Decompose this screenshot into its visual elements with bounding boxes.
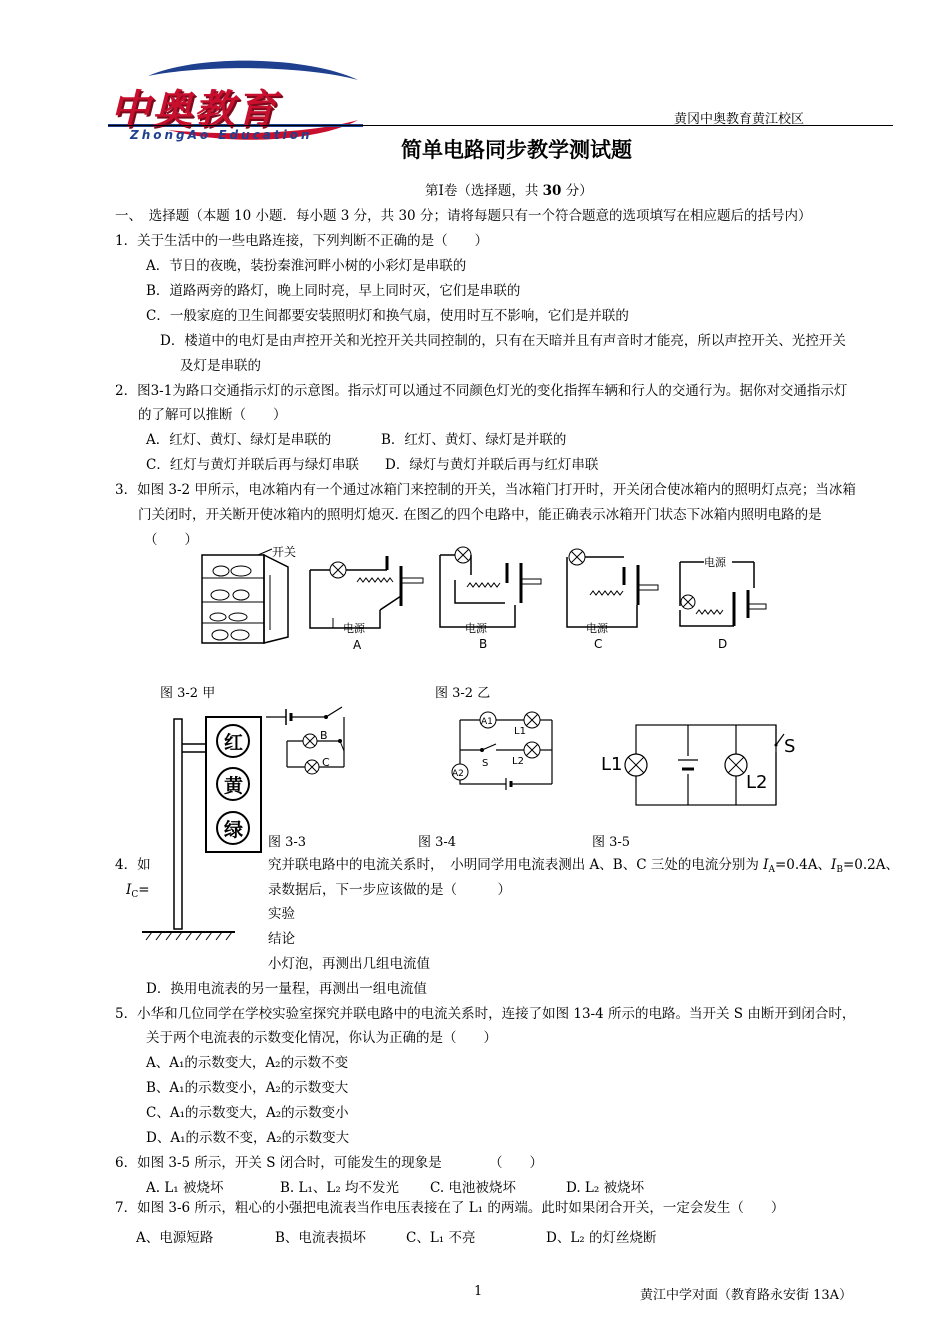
q4-option-b: 结论 xyxy=(268,931,295,947)
fig33-lamp-c: C xyxy=(322,756,330,769)
section-instruction: 一、 选择题（本题 10 小题．每小题 3 分，共 30 分；请将每题只有一个符合题意的选项填写在相应题后的括号内） xyxy=(115,208,812,224)
q5-option-d: D、A₁的示数不变，A₂的示数变大 xyxy=(146,1130,350,1146)
option-d-label: D xyxy=(718,637,728,651)
fig34-circuit xyxy=(446,706,558,796)
q7-option-a: A、电源短路 xyxy=(136,1230,214,1246)
q6-option-b: B. L₁、L₂ 均不发光 xyxy=(280,1180,400,1196)
q1-stem: 1．关于生活中的一些电路连接，下列判断不正确的是（ ） xyxy=(115,233,489,249)
q5-stem-cont: 关于两个电流表的示数变化情况，你认为正确的是（ ） xyxy=(146,1030,497,1046)
q4-stem-cont: 录数据后，下一步应该做的是（ ） xyxy=(268,882,511,898)
fig34-l1: L1 xyxy=(514,726,526,737)
q4-option-a: 实验 xyxy=(268,906,295,922)
q6-stem: 6．如图 3-5 所示，开关 S 闭合时，可能发生的现象是 （ ） xyxy=(115,1155,543,1171)
fig32b-caption: 图 3-2 乙 xyxy=(435,686,491,701)
traffic-yellow-label: 黄 xyxy=(224,775,244,797)
page-title: 简单电路同步教学测试题 xyxy=(401,138,632,162)
q5-option-a: A、A₁的示数变大，A₂的示数不变 xyxy=(146,1055,349,1071)
q3-stem: 3．如图 3-2 甲所示，电冰箱内有一个通过冰箱门来控制的开关，当冰箱门打开时，开关闭合使冰箱内的照明灯点亮；当冰箱 xyxy=(115,482,856,498)
q4-option-c: 小灯泡，再测出几组电流值 xyxy=(268,956,430,972)
section-heading: 第Ⅰ卷（选择题，共 30 分） xyxy=(425,183,593,199)
fig34-l2: L2 xyxy=(512,756,524,767)
fig33-lamp-b: B xyxy=(320,729,328,742)
fig33-caption: 图 3-3 xyxy=(268,835,307,850)
option-a-label: A xyxy=(353,638,362,652)
q6-option-a: A. L₁ 被烧坏 xyxy=(146,1180,224,1196)
logo xyxy=(108,58,368,150)
school-name: 黄冈中奥教育黄江校区 xyxy=(674,112,805,127)
q7-option-d: D、L₂ 的灯丝烧断 xyxy=(546,1230,657,1246)
power-label-a: 电源 xyxy=(343,622,365,635)
q4-stem: 究并联电路中的电流关系时， 小明同学用电流表测出 A、B、C 三处的电流分别为 $I_A=0.4A$、$I_B=0.2A$、 xyxy=(268,857,899,875)
q2-option-c: C．红灯与黄灯并联后再与绿灯串联 xyxy=(146,457,359,473)
fig35-l2: L2 xyxy=(746,772,768,793)
q7-option-c: C、L₁ 不亮 xyxy=(406,1230,476,1246)
option-b-label: B xyxy=(479,637,488,651)
page-number: 1 xyxy=(474,1284,483,1299)
q6-option-d: D. L₂ 被烧坏 xyxy=(566,1180,645,1196)
option-c-label: C xyxy=(594,637,603,651)
q1-option-d-cont: 及灯是串联的 xyxy=(180,358,261,374)
fig35-l1: L1 xyxy=(601,754,623,775)
logo-english: ZhongAo Education xyxy=(130,128,313,142)
footer-address: 黄江中学对面（教育路永安街 13A） xyxy=(640,1288,853,1303)
q1-option-c: C．一般家庭的卫生间都要安装照明灯和换气扇，使用时互不影响，它们是并联的 xyxy=(146,308,629,324)
q2-stem-cont: 的了解可以推断（ ） xyxy=(138,407,287,423)
fridge-switch-label: 开关 xyxy=(272,545,297,559)
q2-option-b: B．红灯、黄灯、绿灯是并联的 xyxy=(381,432,567,448)
fig34-s: S xyxy=(482,758,489,769)
fig33-circuit xyxy=(262,703,352,783)
q5-option-b: B、A₁的示数变小，A₂的示数变大 xyxy=(146,1080,349,1096)
q2-option-d: D．绿灯与黄灯并联后再与红灯串联 xyxy=(385,457,599,473)
circuit-a-figure xyxy=(305,548,430,653)
fig34-a1: A1 xyxy=(481,717,493,727)
fig34-caption: 图 3-4 xyxy=(418,835,457,850)
power-label-c: 电源 xyxy=(586,622,608,635)
fig35-circuit xyxy=(596,720,806,810)
q1-option-b: B．道路两旁的路灯，晚上同时亮，早上同时灭，它们是串联的 xyxy=(146,283,521,299)
q1-option-a: A．节日的夜晚，装扮秦淮河畔小树的小彩灯是串联的 xyxy=(146,258,467,274)
fig35-s: S xyxy=(784,736,796,757)
q1-option-d: D．楼道中的电灯是由声控开关和光控开关共同控制的，只有在天暗并且有声音时才能亮，所以声控开关、光控开关 xyxy=(160,333,846,349)
q7-option-b: B、电流表损坏 xyxy=(275,1230,366,1246)
q2-option-a: A．红灯、黄灯、绿灯是串联的 xyxy=(146,432,332,448)
traffic-light-figure xyxy=(140,714,265,944)
fridge-figure xyxy=(196,545,308,650)
q3-stem-blank: （ ） xyxy=(144,532,198,548)
power-label-b: 电源 xyxy=(465,622,487,635)
power-label-d: 电源 xyxy=(704,556,726,569)
traffic-red-label: 红 xyxy=(224,732,244,754)
traffic-green-label: 绿 xyxy=(224,819,244,841)
circuit-d-figure xyxy=(672,548,772,653)
fig34-a2: A2 xyxy=(452,769,464,779)
q2-stem: 2．图3-1为路口交通指示灯的示意图。指示灯可以通过不同颜色灯光的变化指挥车辆和行人的交通行为。据你对交通指示灯 xyxy=(115,383,848,399)
q5-stem: 5．小华和几位同学在学校实验室探究并联电路中的电流关系时，连接了如图 13-4 所示的电路。当开关 S 由断开到闭合时， xyxy=(115,1006,856,1022)
q4-lead: 4．如 xyxy=(115,857,151,873)
circuit-b-figure xyxy=(435,545,560,653)
q5-option-c: C、A₁的示数变大，A₂的示数变小 xyxy=(146,1105,349,1121)
header-rule xyxy=(108,125,893,126)
fig35-caption: 图 3-5 xyxy=(592,835,631,850)
q3-stem-cont: 门关闭时，开关断开使冰箱内的照明灯熄灭. 在图乙的四个电路中，能正确表示冰箱开门状态下冰箱内照明电路的是 xyxy=(138,507,822,523)
q7-stem: 7．如图 3-6 所示，粗心的小强把电流表当作电压表接在了 L₁ 的两端。此时如果闭合开关，一定会发生（ ） xyxy=(115,1200,785,1216)
fig32a-caption: 图 3-2 甲 xyxy=(160,686,216,701)
q6-option-c: C. 电池被烧坏 xyxy=(430,1180,516,1196)
logo-chinese: 中奥教育 xyxy=(110,87,278,133)
q4-ic: $I_C=$ xyxy=(126,882,150,900)
q4-option-d: D．换用电流表的另一量程，再测出一组电流值 xyxy=(146,981,427,997)
circuit-c-figure xyxy=(562,545,687,653)
